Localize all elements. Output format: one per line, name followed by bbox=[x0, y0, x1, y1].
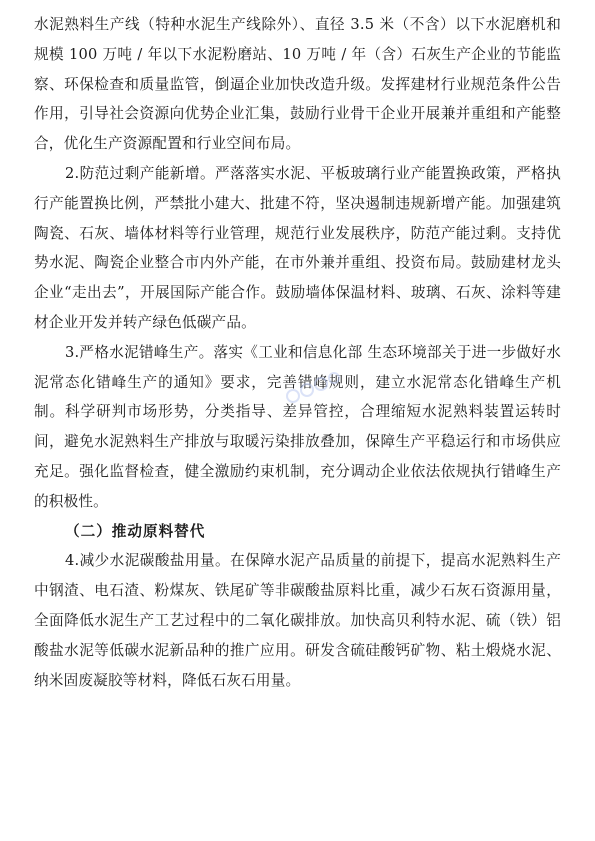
paragraph-reduce-carbonate: 4.减少水泥碳酸盐用量。在保障水泥产品质量的前提下，提高水泥熟料生产中钢渣、电石渣、粉煤灰、铁尾矿等非碳酸盐原料比重，减少石灰石资源用量，全面降低水泥生产工艺过程中的二氧化碳排放。加快高贝利特水泥、硫（铁）铝酸盐水泥等低碳水泥新品种的推广应用。研发含硫硅酸钙矿物、粘土煅烧水泥、纳米固废凝胶等材料，降低石灰石用量。 bbox=[34, 552, 561, 689]
watermark-logo-icon bbox=[283, 370, 343, 410]
paragraph-cement-supervision: 水泥熟料生产线（特种水泥生产线除外）、直径 3.5 米（不含）以下水泥磨机和规模 100 万吨 / 年以下水泥粉磨站、10 万吨 / 年（含）石灰生产企业的节能监察、环保检查和质量监管，倒逼企业加快改造升级。发挥建材行业规范条件公告作用，引导社会资源向优势企业汇集，鼓励行业骨干企业开展兼并重组和产能整合，优化生产资源配置和行业空间布局。 bbox=[34, 16, 561, 153]
paragraph-staggered-production: 3.严格水泥错峰生产。落实《工业和信息化部 生态环境部关于进一步做好水泥常态化错峰生产的通知》要求，完善错峰规则，建立水泥常态化错峰生产机制。科学研判市场形势，分类指导、差异管控，合理缩短水泥熟料装置运转时间，避免水泥熟料生产排放与取暖污染排放叠加，保障生产平稳运行和市场供应充足。强化监督检查，健全激励约束机制，充分调动企业依法依规执行错峰生产的积极性。 bbox=[34, 343, 561, 510]
document-body bbox=[34, 10, 561, 695]
section-heading: （二）推动原料替代 bbox=[65, 522, 206, 540]
paragraph-prevent-overcapacity: 2.防范过剩产能新增。严落落实水泥、平板玻璃行业产能置换政策，严格执行产能置换比例，严禁批小建大、批建不符，坚决遏制违规新增产能。加强建筑陶瓷、石灰、墙体材料等行业管理，规范行业发展秩序，防范产能过剩。支持优势水泥、陶瓷企业整合市内外产能，在市外兼并重组、投资布局。鼓励建材龙头企业“走出去”，开展国际产能合作。鼓励墙体保温材料、玻璃、石灰、涂料等建材企业开发并转产绿色低碳产品。 bbox=[34, 164, 561, 331]
